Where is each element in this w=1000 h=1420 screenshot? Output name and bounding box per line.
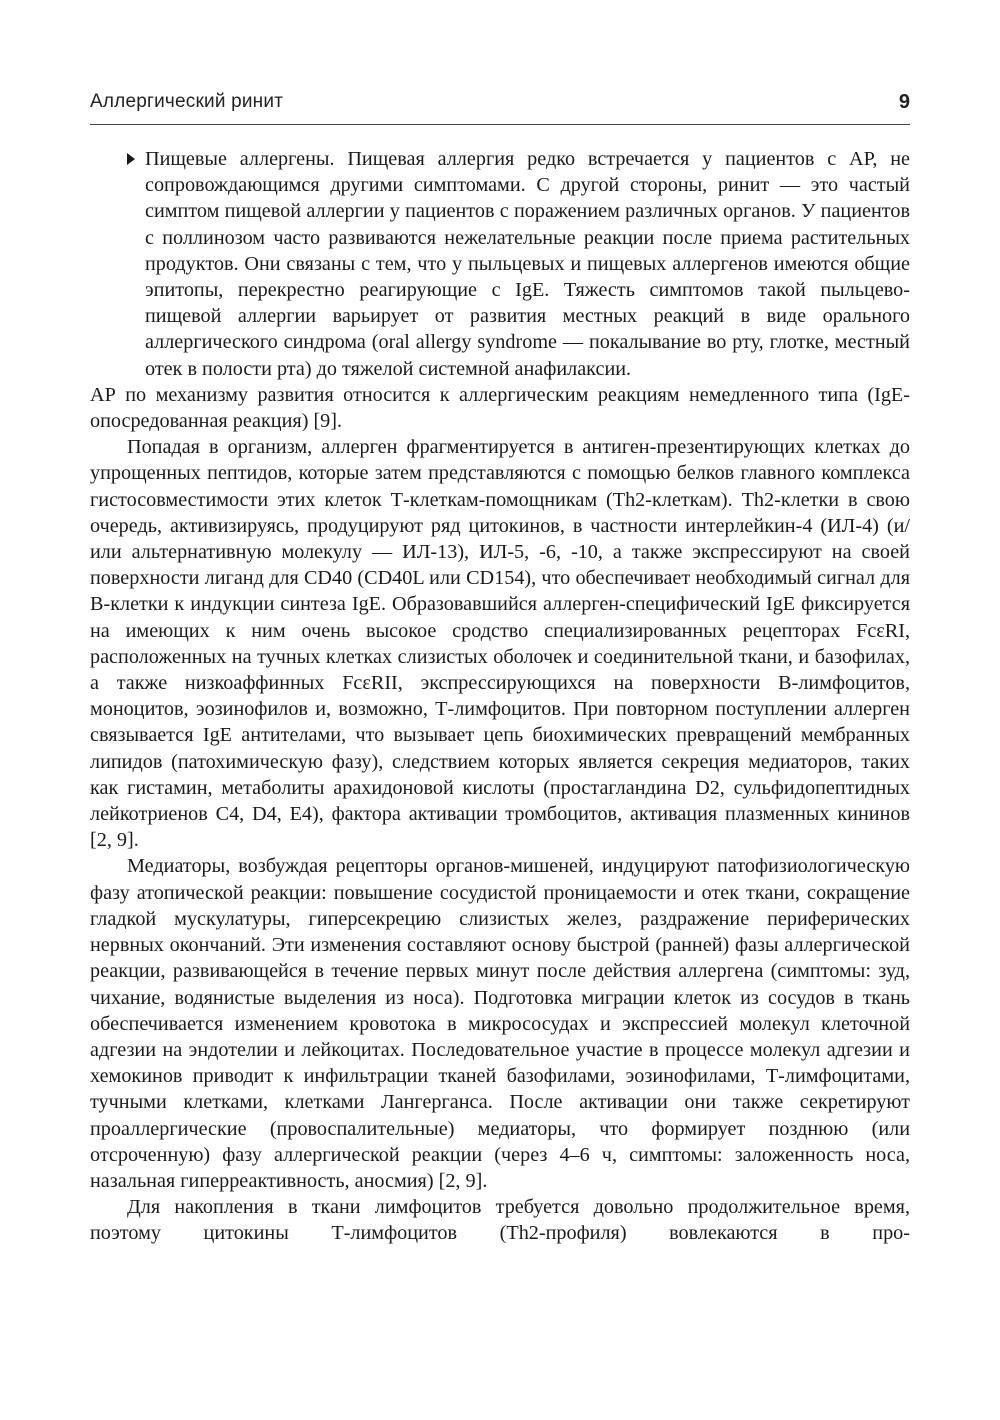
header-rule	[90, 124, 910, 125]
paragraph-2: Попадая в организм, аллерген фрагментируется в антиген-презентирующих клетках до упрощенных пептидов, которые затем представляются с помощью белков главного комплекса гистосовместимости этих клеток Т-клеткам-помощникам (Th2-клеткам). Th2-клетки в свою очередь, активизируясь, продуцируют ряд цитокинов, в частности интерлейкин-4 (ИЛ-4) (и/или альтернативную молекулу — ИЛ-13), ИЛ-5, -6, -10, а также экспрессируют на своей поверхности лиганд для CD40 (CD40L или CD154), что обеспечивает необходимый сигнал для В-клетки к индукции синтеза IgE. Образовавшийся аллерген-специфический IgE фиксируется на имеющих к ним очень высокое сродство специализированных рецепторах FcεRI, расположенных на тучных клетках слизистых оболочек и соединительной ткани, и базофилах, а также низкоаффинных FcεRII, экспрессирующихся на поверхности В-лимфоцитов, моноцитов, эозинофилов и, возможно, Т-лимфоцитов. При повторном поступлении аллерген связывается IgE антителами, что вызывает цепь биохимических превращений мембранных липидов (патохимическую фазу), следствием которых является секреция медиаторов, таких как гистамин, метаболиты арахидоновой кислоты (простагландина D2, сульфидопептидных лейкотриенов C4, D4, E4), фактора активации тромбоцитов, активация плазменных кининов [2, 9].	[90, 436, 910, 852]
bullet-text: Пищевые аллергены. Пищевая аллергия редко встречается у пациентов с АР, не сопровождающимся другими симптомами. С другой стороны, ринит — это частый симптом пищевой аллергии у пациентов с поражением различных органов. У пациентов с поллинозом часто развиваются нежелательные реакции после приема растительных продуктов. Они связаны с тем, что у пыльцевых и пищевых аллергенов имеются общие эпитопы, перекрестно реагирующие с IgE. Тяжесть симптомов такой пыльцево-пищевой аллергии варьирует от развития местных реакций в виде орального аллергического синдрома (oral allergy syndrome — покалывание во рту, глотке, местный отек в полости рта) до тяжелой системной анафилаксии.	[145, 148, 910, 380]
bullet-item	[90, 146, 910, 382]
page-number: 9	[898, 91, 910, 113]
paragraph-4: Для накопления в ткани лимфоцитов требуется довольно продолжительное время, поэтому цитокины Т-лимфоцитов (Th2-профиля) вовлекаются в про-	[90, 1196, 910, 1245]
paragraph-1: АР по механизму развития относится к аллергическим реакциям немедленного типа (IgE-опосредованная реакция) [9].	[90, 383, 910, 433]
running-header	[90, 91, 910, 119]
bullet-triangle-icon	[127, 153, 135, 165]
running-title: Аллергический ринит	[90, 91, 284, 112]
body-text	[90, 146, 910, 1247]
paragraph-3: Медиаторы, возбуждая рецепторы органов-мишеней, индуцируют патофизиологическую фазу атопической реакции: повышение сосудистой проницаемости и отек ткани, сокращение гладкой мускулатуры, гиперсекрецию слизистых желез, раздражение периферических нервных окончаний. Эти изменения составляют основу быстрой (ранней) фазы аллергической реакции, развивающейся в течение первых минут после действия аллергена (симптомы: зуд, чихание, водянистые выделения из носа). Подготовка миграции клеток из сосудов в ткань обеспечивается изменением кровотока в микрососудах и экспрессией молекул клеточной адгезии на эндотелии и лейкоцитах. Последовательное участие в процессе молекул адгезии и хемокинов приводит к инфильтрации тканей базофилами, эозинофилами, Т-лимфоцитами, тучными клетками, клетками Лангерганса. После активации они также секретируют проаллергические (провоспалительные) медиаторы, что формирует позднюю (или отсроченную) фазу аллергической реакции (через 4–6 ч, симптомы: заложенность носа, назальная гиперреактивность, аносмия) [2, 9].	[90, 855, 910, 1192]
